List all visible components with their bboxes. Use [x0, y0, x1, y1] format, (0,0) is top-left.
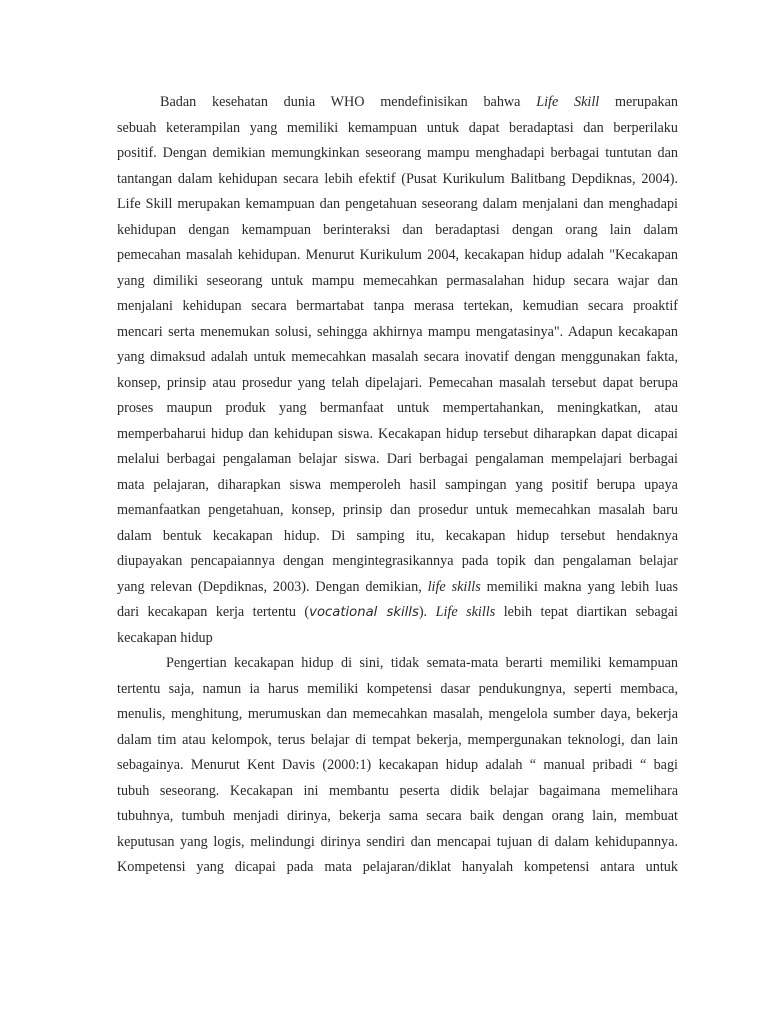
text-run: mencari serta menemukan solusi, sehingga akhirnya mampu mengatasinya". Adapun kecakapan — [117, 323, 678, 340]
paragraph-1-line — [117, 552, 678, 570]
text-run: melalui berbagai pengalaman belajar siswa. Dari berbagai pengalaman mempelajari berbagai — [117, 451, 678, 467]
text-run: lebih tepat diartikan sebagai — [495, 604, 678, 620]
paragraph-1-line — [117, 578, 678, 596]
paragraph-1-line — [117, 272, 678, 290]
paragraph-2-line — [117, 858, 678, 876]
text-run: dari kecakapan kerja tertentu ( — [117, 604, 310, 620]
paragraph-1-line — [117, 246, 678, 264]
paragraph-1-line — [160, 93, 678, 111]
paragraph-1-line — [117, 603, 678, 622]
paragraph-2-line — [117, 705, 678, 723]
text-run: tantangan dalam kehidupan secara lebih efektif (Pusat Kurikulum Balitbang Depdiknas, 2004). — [117, 170, 678, 187]
paragraph-1-line — [117, 348, 678, 366]
paragraph-1-line — [117, 374, 678, 392]
paragraph-1-line — [117, 144, 678, 162]
paragraph-1-line — [117, 221, 678, 239]
text-run: Life Skill merupakan kemampuan dan pengetahuan seseorang dalam menjalani dan menghadapi — [117, 196, 678, 212]
text-run: yang relevan (Depdiknas, 2003). Dengan demikian, — [117, 578, 428, 595]
text-run: memperbaharui hidup dan kehidupan siswa. Kecakapan hidup tersebut diharapkan dapat dicapai — [117, 425, 678, 442]
text-run: Badan kesehatan dunia WHO mendefinisikan bahwa — [160, 94, 537, 110]
paragraph-1-line — [117, 119, 678, 137]
text-run: proses maupun produk yang bermanfaat untuk mempertahankan, meningkatkan, atau — [117, 400, 678, 416]
text-run: merupakan — [599, 94, 678, 110]
text-run: pemecahan masalah kehidupan. Menurut Kurikulum 2004, kecakapan hidup adalah "Kecakapan — [117, 247, 678, 263]
paragraph-1-line — [117, 170, 678, 188]
paragraph-1-line — [117, 629, 678, 647]
text-run: positif. Dengan demikian memungkinkan seseorang mampu menghadapi berbagai tuntutan dan — [117, 145, 678, 161]
paragraph-1-line — [117, 527, 678, 545]
text-run: Kompetensi yang dicapai pada mata pelajaran/diklat hanyalah kompetensi antara untuk — [117, 859, 678, 875]
text-run: tubuh seseorang. Kecakapan ini membantu peserta didik belajar bagaimana memelihara — [117, 782, 678, 799]
text-run: yang dimaksud adalah untuk memecahkan masalah secara inovatif dengan menggunakan fakta, — [117, 349, 678, 365]
italic-term: Life skills — [435, 604, 496, 620]
text-run: Pengertian kecakapan hidup di sini, tidak semata-mata berarti memiliki kemampuan — [166, 655, 678, 671]
text-run: memiliki makna yang lebih luas — [480, 578, 678, 595]
text-run: tertentu saja, namun ia harus memiliki kompetensi dasar pendukungnya, seperti membaca, — [117, 680, 678, 697]
paragraph-2-line — [117, 807, 678, 825]
text-run: sebagainya. Menurut Kent Davis (2000:1) kecakapan hidup adalah “ manual pribadi “ bagi — [117, 757, 678, 773]
paragraph-2-line — [117, 756, 678, 774]
paragraph-1-line — [117, 323, 678, 341]
paragraph-2-line — [117, 782, 678, 800]
paragraph-2-line — [117, 833, 678, 851]
italic-term: vocational skills — [309, 605, 419, 620]
paragraph-1-line — [117, 450, 678, 468]
text-run: kehidupan dengan kemampuan berinteraksi dan beradaptasi dengan orang lain dalam — [117, 221, 678, 238]
text-run: yang dimiliki seseorang untuk mampu memecahkan permasalahan hidup secara wajar dan — [117, 272, 678, 289]
text-run: sebuah keterampilan yang memiliki kemampuan untuk dapat beradaptasi dan berperilaku — [117, 119, 678, 136]
text-run: diupayakan pencapaiannya dengan mengintegrasikannya pada topik dan pengalaman belajar — [117, 553, 678, 569]
paragraph-2-line — [117, 680, 678, 698]
paragraph-1-line — [117, 501, 678, 519]
italic-term: life skills — [427, 578, 481, 595]
paragraph-1-line — [117, 399, 678, 417]
text-run: memanfaatkan pengetahuan, konsep, prinsip dan prosedur untuk memecahkan masalah baru — [117, 502, 678, 518]
paragraph-2-line — [166, 654, 678, 672]
text-run: konsep, prinsip atau prosedur yang telah dipelajari. Pemecahan masalah tersebut dapat berupa — [117, 374, 678, 391]
text-run: dalam tim atau kelompok, terus belajar di tempat bekerja, mempergunakan teknologi, dan lain — [117, 731, 678, 748]
paragraph-1-line — [117, 425, 678, 443]
paragraph-1-line — [117, 297, 678, 315]
text-run: ). — [418, 604, 436, 620]
text-run: mata pelajaran, diharapkan siswa memperoleh hasil sampingan yang positif berupa upaya — [117, 476, 678, 493]
paragraph-1-line — [117, 476, 678, 494]
text-run: menulis, menghitung, merumuskan dan memecahkan masalah, mengelola sumber daya, bekerja — [117, 706, 678, 722]
text-run: kecakapan hidup — [117, 629, 213, 646]
paragraph-1-line — [117, 195, 678, 213]
text-run: menjalani kehidupan secara bermartabat tanpa merasa tertekan, kemudian secara proaktif — [117, 298, 678, 314]
text-run: keputusan yang logis, melindungi dirinya sendiri dan mencapai tujuan di dalam kehidupannya. — [117, 833, 678, 850]
italic-term: Life Skill — [536, 94, 600, 110]
text-run: tubuhnya, tumbuh menjadi dirinya, bekerja sama secara baik dengan orang lain, membuat — [117, 808, 678, 824]
text-run: dalam bentuk kecakapan hidup. Di samping itu, kecakapan hidup tersebut hendaknya — [117, 527, 678, 544]
paragraph-2-line — [117, 731, 678, 749]
